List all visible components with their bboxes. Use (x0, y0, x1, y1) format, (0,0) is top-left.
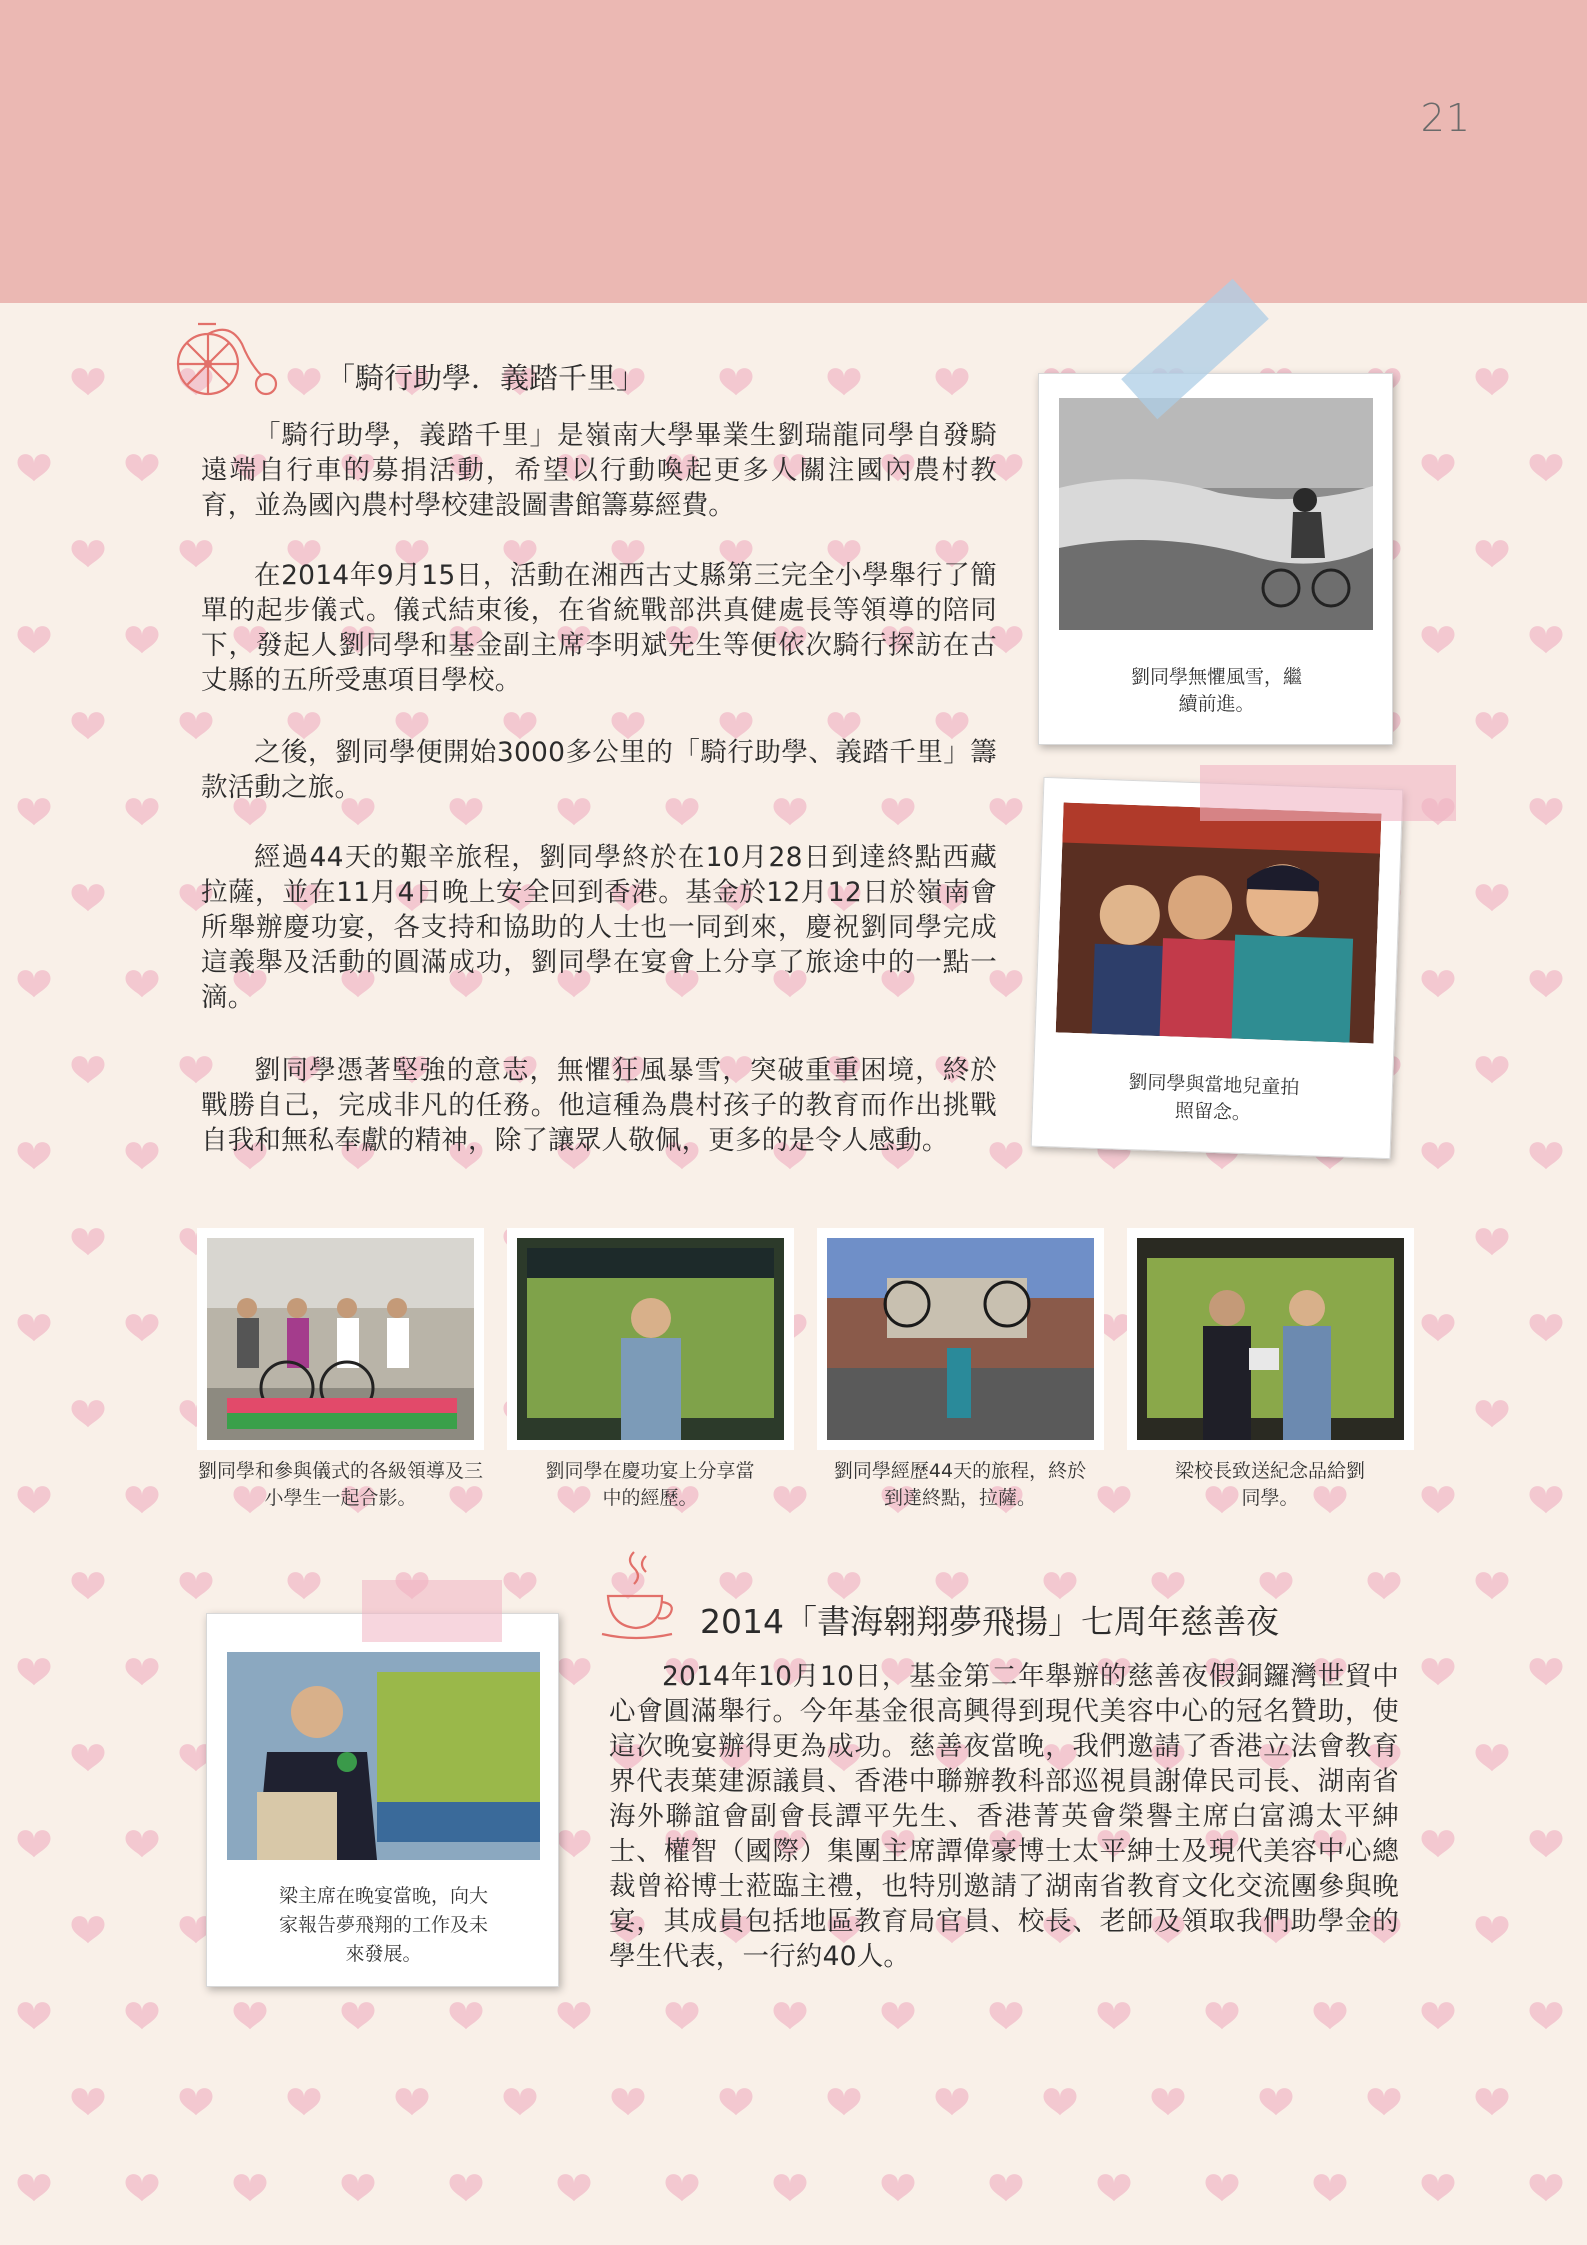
heart-pattern-mark (1530, 1142, 1563, 1169)
heart-pattern-mark (1314, 2174, 1347, 2201)
heart-pattern-mark (882, 2002, 915, 2029)
heart-pattern-mark (1152, 2088, 1185, 2115)
section1-paragraph-1: 「騎行助學，義踏千里」是嶺南大學畢業生劉瑞龍同學自發騎遠端自行車的募捐活動，希望以行動喚起更多人關注國內農村教育，並為國內農村學校建設圖書館籌募經費。 (201, 420, 997, 521)
heart-pattern-mark (1098, 2002, 1131, 2029)
heart-pattern-mark (396, 2088, 429, 2115)
heart-pattern-mark (18, 626, 51, 653)
heart-pattern-mark (1206, 2002, 1239, 2029)
chairman-photo-caption: 梁主席在晚宴當晚，向大 家報告夢飛翔的工作及未 來發展。 (278, 1885, 488, 1965)
children-photo-caption: 劉同學與當地兒童拍 照留念。 (1128, 1070, 1300, 1125)
heart-pattern-mark (1422, 1142, 1455, 1169)
heart-pattern-mark (936, 2088, 969, 2115)
heart-pattern-mark (1422, 1314, 1455, 1341)
heart-pattern-mark (450, 2002, 483, 2029)
heart-pattern-mark (126, 626, 159, 653)
section1-paragraph-3: 之後，劉同學便開始3000多公里的「騎行助學、義踏千里」籌款活動之旅。 (201, 737, 997, 803)
heart-pattern-mark (72, 540, 105, 567)
strip-photo-4 (1127, 1228, 1414, 1450)
heart-pattern-mark (126, 2174, 159, 2201)
section1-paragraph-4: 經過44天的艱辛旅程，劉同學終於在10月28日到達終點西藏拉薩，並在11月4日晚上安全回到香港。基金於12月12日於嶺南會所舉辦慶功宴，各支持和協助的人士也一同到來，慶祝劉同學完成這義舉及活動的圓滿成功，劉同學在宴會上分享了旅途中的一點一滴。 (201, 842, 997, 1013)
heart-pattern-mark (126, 798, 159, 825)
heart-pattern-mark (882, 2174, 915, 2201)
heart-pattern-mark (1530, 1314, 1563, 1341)
heart-pattern-mark (234, 2002, 267, 2029)
heart-pattern-mark (18, 798, 51, 825)
heart-pattern-mark (126, 1486, 159, 1513)
heart-pattern-mark (18, 2002, 51, 2029)
heart-pattern-mark (720, 2088, 753, 2115)
heart-pattern-mark (72, 884, 105, 911)
heart-pattern-mark (342, 2002, 375, 2029)
heart-pattern-mark (1530, 1830, 1563, 1857)
heart-pattern-mark (1476, 712, 1509, 739)
heart-pattern-mark (1530, 626, 1563, 653)
chairman-photo (227, 1652, 540, 1860)
heart-pattern-mark (558, 1658, 591, 1685)
strip-photo-1 (197, 1228, 484, 1450)
heart-pattern-mark (234, 2174, 267, 2201)
heart-pattern-mark (558, 2002, 591, 2029)
heart-pattern-mark (1530, 2002, 1563, 2029)
heart-pattern-mark (18, 1830, 51, 1857)
heart-pattern-mark (1422, 2174, 1455, 2201)
heart-pattern-mark (1314, 2002, 1347, 2029)
snow-photo (1059, 398, 1373, 630)
heart-pattern-mark (828, 2088, 861, 2115)
heart-pattern-mark (126, 1314, 159, 1341)
heart-pattern-mark (1422, 1830, 1455, 1857)
strip-photo-3 (817, 1228, 1104, 1450)
heart-pattern-mark (72, 1056, 105, 1083)
heart-pattern-mark (18, 1142, 51, 1169)
section1-title: 「騎行助學．義踏千里」 (326, 361, 646, 395)
heart-pattern-mark (126, 1658, 159, 1685)
teacup-icon (600, 1546, 680, 1642)
tape-decoration (362, 1580, 502, 1642)
bicycle-icon (170, 318, 290, 398)
heart-pattern-mark (72, 1916, 105, 1943)
heart-pattern-mark (774, 2174, 807, 2201)
heart-pattern-mark (666, 2002, 699, 2029)
heart-pattern-mark (1422, 626, 1455, 653)
heart-pattern-mark (1530, 1658, 1563, 1685)
heart-pattern-mark (1476, 1744, 1509, 1771)
heart-pattern-mark (1530, 2174, 1563, 2201)
heart-pattern-mark (18, 1314, 51, 1341)
heart-pattern-mark (72, 1400, 105, 1427)
heart-pattern-mark (1530, 970, 1563, 997)
snow-photo-caption: 劉同學無懼風雪，繼 續前進。 (1130, 666, 1302, 715)
section1-paragraph-5: 劉同學憑著堅強的意志，無懼狂風暴雪，突破重重困境，終於戰勝自己，完成非凡的任務。他這種為農村孩子的教育而作出挑戰自我和無私奉獻的精神，除了讓眾人敬佩，更多的是令人感動。 (201, 1055, 997, 1156)
heart-pattern-mark (72, 2088, 105, 2115)
heart-pattern-mark (990, 2002, 1023, 2029)
heart-pattern-mark (1530, 798, 1563, 825)
heart-pattern-mark (1476, 1228, 1509, 1255)
heart-pattern-mark (720, 368, 753, 395)
heart-pattern-mark (1530, 1486, 1563, 1513)
strip-caption-1: 劉同學和參與儀式的各級領導及三 小學生一起合影。 (197, 1460, 483, 1509)
heart-pattern-mark (450, 2174, 483, 2201)
heart-pattern-mark (72, 1572, 105, 1599)
heart-pattern-mark (18, 970, 51, 997)
heart-pattern-mark (72, 1228, 105, 1255)
heart-pattern-mark (1260, 2088, 1293, 2115)
heart-pattern-mark (126, 970, 159, 997)
heart-pattern-mark (1422, 970, 1455, 997)
heart-pattern-mark (72, 1744, 105, 1771)
photo-card-chairman (206, 1613, 559, 1987)
strip-caption-3: 劉同學經歷44天的旅程，終於 到達終點，拉薩。 (833, 1460, 1087, 1509)
heart-pattern-mark (18, 1486, 51, 1513)
heart-pattern-mark (1476, 1572, 1509, 1599)
heart-pattern-mark (18, 454, 51, 481)
heart-pattern-mark (1476, 1056, 1509, 1083)
heart-pattern-mark (504, 1572, 537, 1599)
heart-pattern-mark (1476, 2088, 1509, 2115)
heart-pattern-mark (936, 368, 969, 395)
heart-pattern-mark (828, 368, 861, 395)
heart-pattern-mark (1476, 368, 1509, 395)
section2-title: 2014「書海翱翔夢飛揚」七周年慈善夜 (700, 1602, 1279, 1641)
section2-paragraph: 2014年10月10日，基金第二年舉辦的慈善夜假銅鑼灣世貿中心會圓滿舉行。今年基金很高興得到現代美容中心的冠名贊助，使這次晚宴辦得更為成功。慈善夜當晚，我們邀請了香港立法會教育界代表葉建源議員、香港中聯辦教科部巡視員謝偉民司長、湖南省海外聯誼會副會長譚平先生、香港菁英會榮譽主席白富鴻太平紳士、權智（國際）集團主席譚偉豪博士太平紳士及現代美容中心總裁曾裕博士蒞臨主禮，也特別邀請了湖南省教育文化交流團參與晚宴，其成員包括地區教育局官員、校長、老師及領取我們助學金的學生代表，一行約40人。 (609, 1661, 1399, 1972)
heart-pattern-mark (1476, 540, 1509, 567)
heart-pattern-mark (72, 712, 105, 739)
heart-pattern-mark (1530, 454, 1563, 481)
heart-pattern-mark (288, 2088, 321, 2115)
heart-pattern-mark (1422, 1658, 1455, 1685)
heart-pattern-mark (1368, 1572, 1401, 1599)
heart-pattern-mark (1044, 2088, 1077, 2115)
heart-pattern-mark (126, 1830, 159, 1857)
heart-pattern-mark (666, 2174, 699, 2201)
heart-pattern-mark (1098, 2174, 1131, 2201)
heart-pattern-mark (288, 368, 321, 395)
heart-pattern-mark (990, 2174, 1023, 2201)
heart-pattern-mark (1422, 1486, 1455, 1513)
heart-pattern-mark (1476, 1916, 1509, 1943)
header-band (0, 0, 1587, 303)
heart-pattern-mark (774, 2002, 807, 2029)
children-photo (1056, 803, 1382, 1044)
section1-paragraph-2: 在2014年9月15日，活動在湘西古丈縣第三完全小學舉行了簡單的起步儀式。儀式結束後，在省統戰部洪真健處長等領導的陪同下，發起人劉同學和基金副主席李明斌先生等便依次騎行探訪在古丈縣的五所受惠項目學校。 (201, 560, 997, 696)
heart-pattern-mark (126, 2002, 159, 2029)
heart-pattern-mark (1476, 884, 1509, 911)
heart-pattern-mark (126, 1142, 159, 1169)
heart-pattern-mark (288, 1572, 321, 1599)
strip-caption-4: 梁校長致送紀念品給劉 同學。 (1174, 1460, 1365, 1509)
photo-card-children (1031, 777, 1404, 1159)
heart-pattern-mark (558, 2174, 591, 2201)
heart-pattern-mark (180, 1572, 213, 1599)
heart-pattern-mark (1368, 2088, 1401, 2115)
heart-pattern-mark (18, 2174, 51, 2201)
heart-pattern-mark (558, 1830, 591, 1857)
photo-card-snow (1038, 373, 1393, 745)
tape-decoration (1200, 765, 1456, 821)
heart-pattern-mark (1422, 454, 1455, 481)
strip-caption-2: 劉同學在慶功宴上分享當 中的經歷。 (545, 1460, 755, 1509)
strip-photo-2 (507, 1228, 794, 1450)
heart-pattern-mark (180, 2088, 213, 2115)
heart-pattern-mark (72, 368, 105, 395)
heart-pattern-mark (1476, 1400, 1509, 1427)
heart-pattern-mark (504, 2088, 537, 2115)
heart-pattern-mark (1422, 2002, 1455, 2029)
heart-pattern-mark (126, 454, 159, 481)
heart-pattern-mark (612, 2088, 645, 2115)
page-number: 21 (1420, 96, 1471, 140)
heart-pattern-mark (1206, 2174, 1239, 2201)
heart-pattern-mark (18, 1658, 51, 1685)
heart-pattern-mark (342, 2174, 375, 2201)
